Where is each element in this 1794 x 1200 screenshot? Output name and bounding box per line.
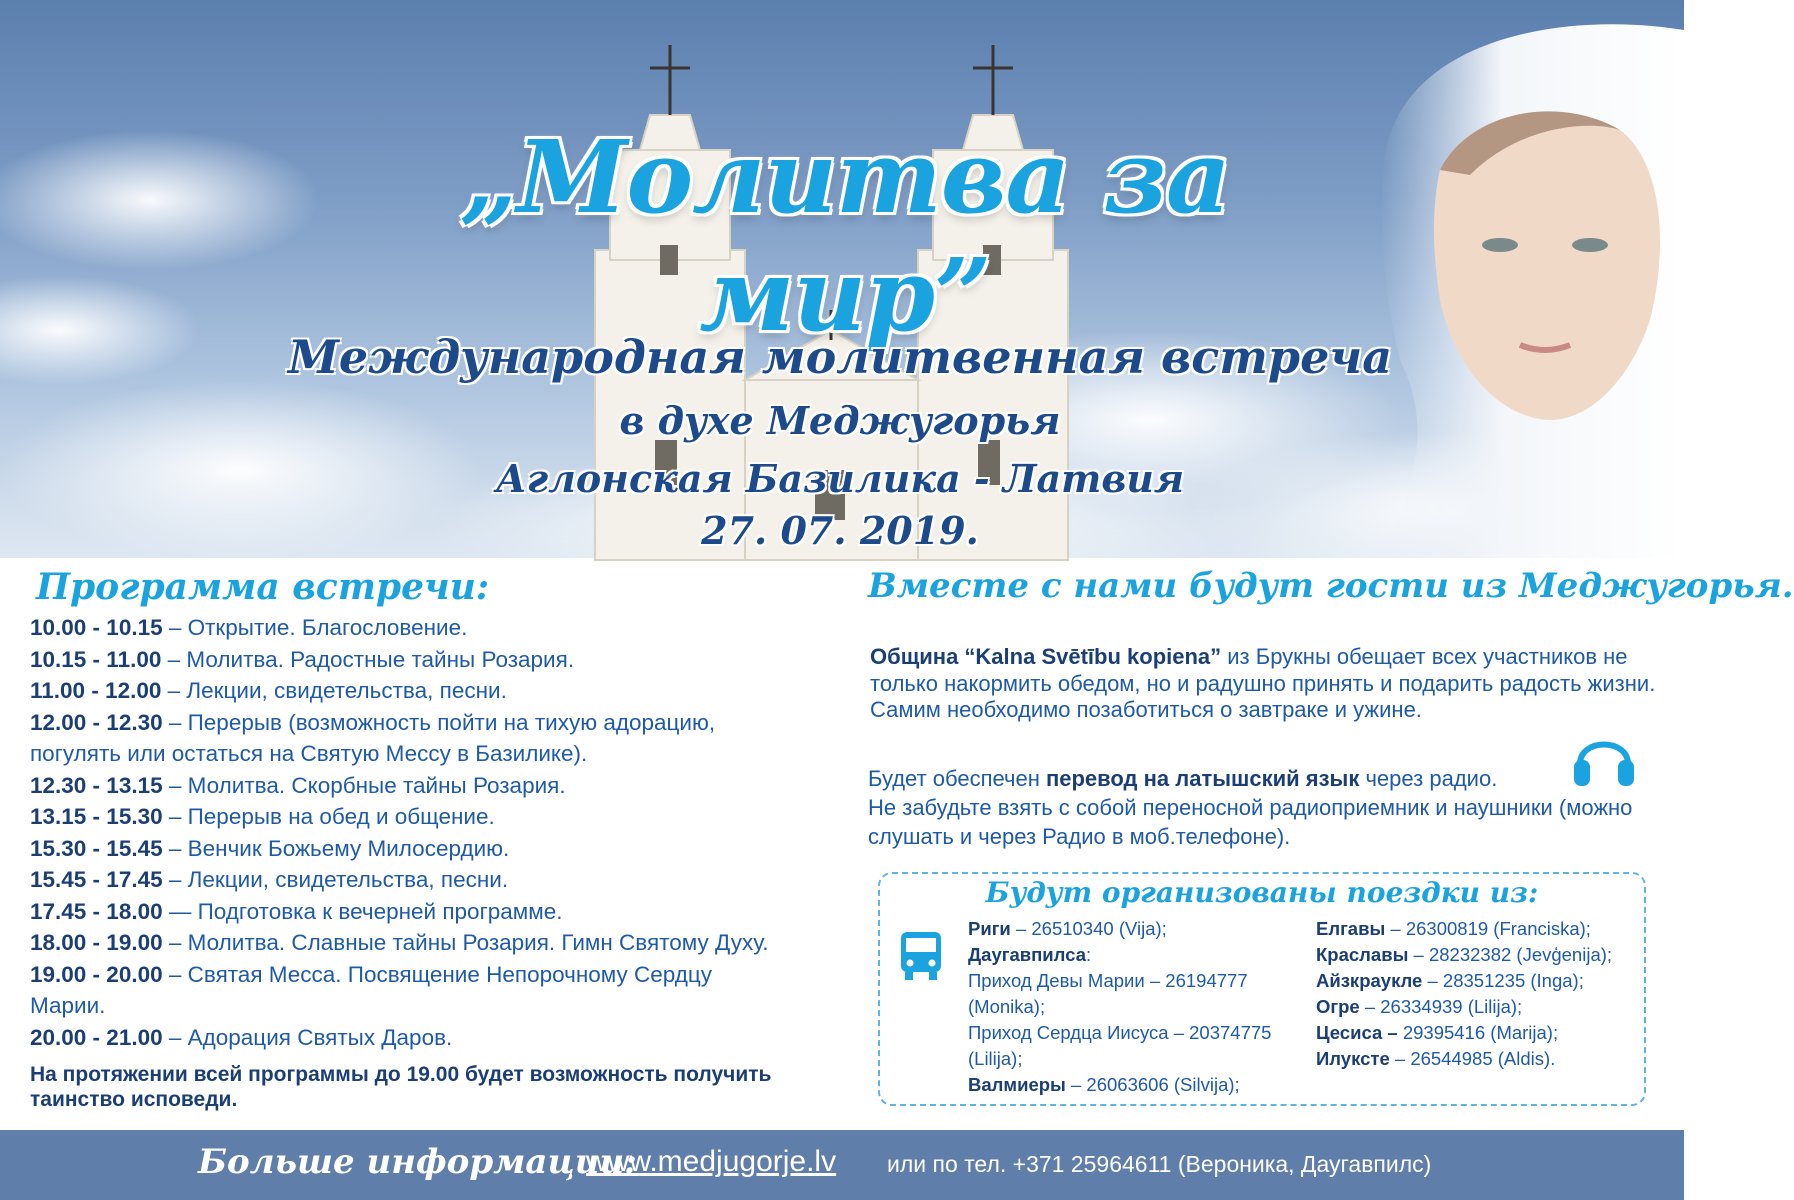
trip-item	[1316, 968, 1646, 994]
program-item	[30, 896, 860, 928]
translation-post: через радио.	[1359, 766, 1498, 791]
program-item	[30, 675, 860, 707]
trip-contact: 29395416 (Marija);	[1397, 1022, 1559, 1043]
contact-phone: или по тел. +371 25964611 (Вероника, Даугавпилс)	[887, 1151, 1432, 1177]
trip-contact: – 26544985 (Aldis).	[1389, 1048, 1556, 1069]
program-item	[30, 959, 720, 1022]
program-item	[30, 612, 860, 644]
program-desc: – Молитва. Скорбные тайны Розария.	[162, 772, 566, 798]
program-item	[30, 770, 860, 802]
trip-city: Валмиеры	[968, 1074, 1066, 1095]
program-time: 19.00 - 20.00	[30, 961, 163, 987]
trip-contact: – 28232382 (Jevģenija);	[1408, 944, 1613, 965]
program-desc: – Открытие. Благословение.	[162, 615, 468, 640]
trip-item	[1316, 1020, 1646, 1046]
trip-city: Илуксте	[1316, 1048, 1390, 1069]
trip-item	[1316, 916, 1646, 942]
event-subtitle: Международная молитвенная встреча	[287, 330, 1393, 384]
program-item	[30, 707, 810, 770]
event-location: Аглонская Базилика - Латвия	[495, 456, 1185, 501]
trip-city: Цесиса –	[1316, 1022, 1398, 1043]
trip-contact: – 26063606 (Silvija);	[1065, 1074, 1240, 1095]
program-time: 12.00 - 12.30	[30, 709, 163, 735]
community-name: Община “Kalna Svētību kopiena”	[870, 644, 1222, 669]
program-item	[30, 833, 860, 865]
trip-city: Огре	[1316, 996, 1360, 1017]
translation-language: перевод на латышский язык	[1045, 766, 1360, 791]
trip-city: Краславы	[1316, 944, 1409, 965]
program-desc: – Лекции, свидетельства, песни.	[161, 678, 507, 703]
trip-parish-heart: Приход Сердца Иисуса – 20374775 (Lilija);	[968, 1022, 1272, 1069]
program-list	[30, 612, 860, 1053]
trip-contact: – 28351235 (Inga);	[1422, 970, 1584, 991]
trips-heading: Будут организованы поездки из:	[985, 876, 1539, 909]
trips-box	[878, 872, 1646, 1106]
program-desc: — Подготовка к вечерней программе.	[162, 898, 563, 924]
confession-note: На протяжении всей программы до 19.00 будет возможность получить таинство исповеди.	[30, 1063, 772, 1111]
program-time: 15.45 - 17.45	[30, 867, 163, 892]
trip-daugavpils	[968, 942, 1308, 968]
program-desc: – Святая Месса. Посвящение Непорочному Сердцу Марии.	[30, 961, 713, 1018]
event-date: 27. 07. 2019.	[701, 508, 979, 553]
program-time: 12.30 - 13.15	[30, 772, 163, 798]
website-link[interactable]: www.medjugorje.lv	[586, 1145, 837, 1178]
trip-item	[1316, 994, 1646, 1020]
more-info-label: Больше информации:	[198, 1142, 637, 1182]
guests-heading: Вместе с нами будут гости из Меджугорья.	[868, 566, 1794, 606]
program-time: 13.15 - 15.30	[30, 804, 163, 829]
trip-parish-mary: Приход Девы Марии – 26194777 (Monika);	[968, 970, 1248, 1017]
program-item	[30, 644, 860, 676]
translation-paragraph	[868, 764, 1668, 851]
program-desc: – Молитва. Славные тайны Розария. Гимн Святому Духу.	[162, 930, 769, 955]
program-desc: – Венчик Божьему Милосердию.	[162, 835, 510, 861]
program-heading: Программа встречи:	[36, 566, 490, 608]
trip-item	[1316, 1046, 1646, 1072]
program-desc: – Перерыв на обед и общение.	[162, 804, 495, 829]
program-time: 17.45 - 18.00	[30, 898, 163, 924]
program-desc: – Перерыв (возможность пойти на тихую адорацию, погулять или остаться на Святую Мессу в Базилике).	[30, 709, 716, 766]
program-desc: – Лекции, свидетельства, песни.	[162, 867, 509, 892]
program-time: 10.00 - 10.15	[30, 615, 163, 640]
program-item	[30, 864, 860, 896]
headphones-icon	[1570, 724, 1638, 792]
bus-icon	[898, 930, 944, 982]
program-time: 11.00 - 12.00	[30, 678, 162, 703]
trip-item	[1316, 942, 1646, 968]
header-banner	[0, 0, 1684, 558]
program-time: 18.00 - 19.00	[30, 930, 163, 955]
trip-city: Айзкраукле	[1316, 970, 1423, 991]
community-paragraph	[870, 644, 1660, 724]
trip-contact: – 26510340 (Vija);	[1010, 918, 1167, 939]
trip-valmiera	[968, 1072, 1308, 1098]
trip-contact: – 26334939 (Lilija);	[1359, 996, 1523, 1017]
translation-pre: Будет обеспечен	[868, 766, 1046, 791]
trips-column-left	[968, 916, 1308, 1098]
event-title: „Молитва за мир”	[460, 118, 1230, 354]
program-item	[30, 927, 860, 959]
trips-column-right	[1316, 916, 1646, 1072]
program-item	[30, 801, 860, 833]
trip-riga	[968, 916, 1308, 942]
program-item	[30, 1022, 860, 1054]
event-spirit-line: в духе Меджугорья	[619, 398, 1061, 443]
trip-colon: :	[1085, 944, 1092, 965]
community-text: из Брукны обещает всех участников не только накормить обедом, но и радушно принять и подарить радость жизни. Самим необходимо позаботиться о завтраке и ужине.	[870, 644, 1656, 722]
program-time: 20.00 - 21.00	[30, 1024, 163, 1050]
trip-city: Риги	[968, 918, 1011, 939]
translation-reminder: Не забудьте взять с собой переносной радиоприемник и наушники (можно слушать и через Радио в моб.телефоне).	[868, 795, 1633, 849]
program-time: 15.30 - 15.45	[30, 835, 163, 861]
trip-contact: – 26300819 (Franciska);	[1385, 918, 1591, 939]
program-desc: – Молитва. Радостные тайны Розария.	[161, 646, 575, 672]
program-desc: – Адорация Святых Даров.	[162, 1024, 453, 1050]
trip-city: Даугавпилса	[968, 944, 1086, 965]
program-time: 10.15 - 11.00	[30, 646, 162, 672]
footer-bar	[0, 1130, 1684, 1200]
trip-city: Елгавы	[1316, 918, 1386, 939]
